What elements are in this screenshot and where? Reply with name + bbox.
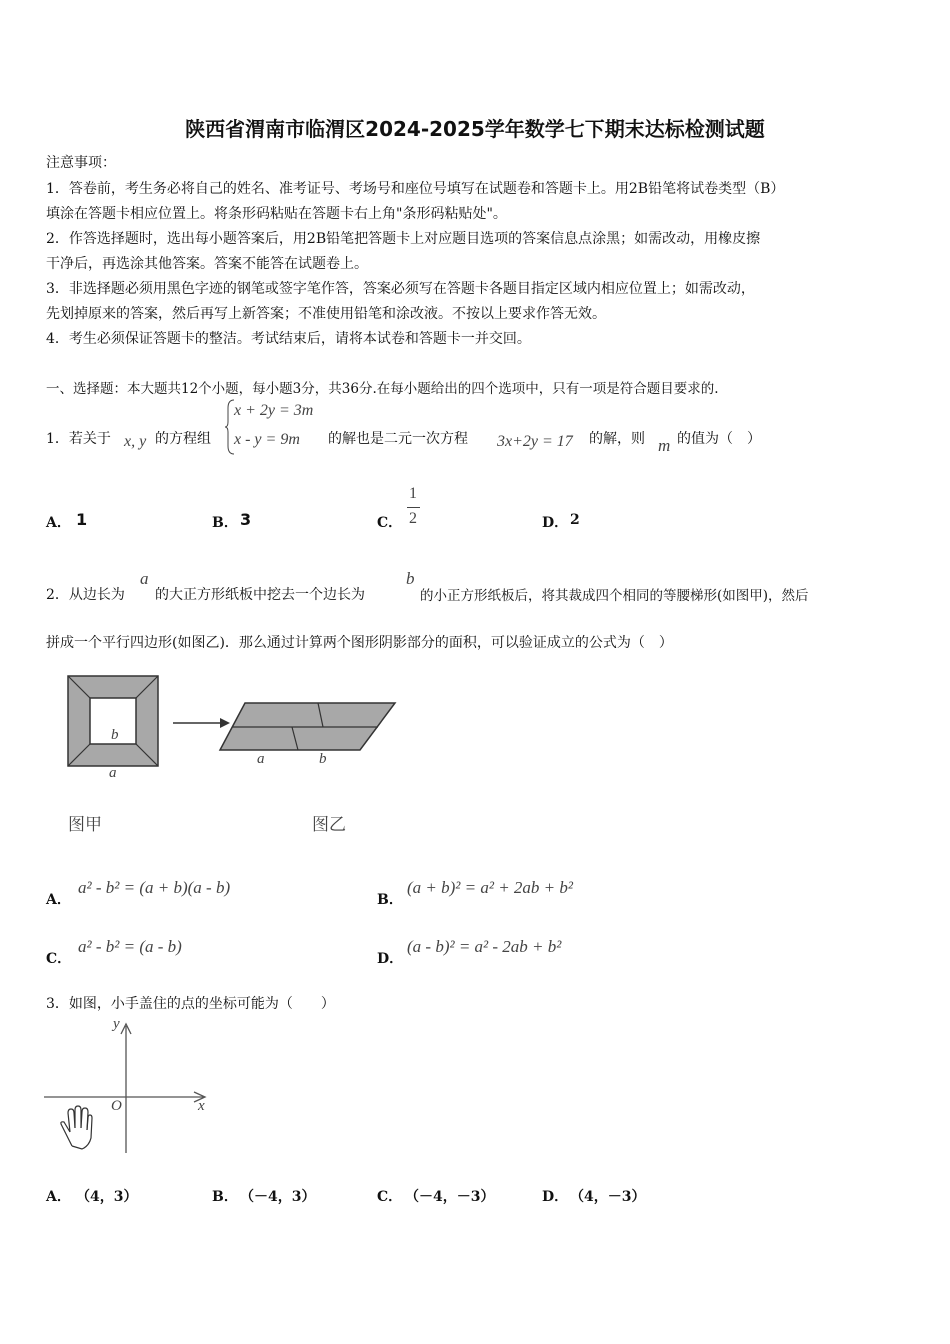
origin-label: O — [111, 1098, 122, 1114]
q1-option-a-label: A． — [46, 515, 71, 531]
axis-label-y: y — [113, 1016, 120, 1032]
q2-option-a-label: A． — [46, 892, 71, 908]
q1-m: m — [658, 436, 671, 455]
q2-line2: 拼成一个平行四边形(如图乙)．那么通过计算两个图形阴影部分的面积，可以验证成立的公式为（ ） — [46, 635, 673, 651]
q2-line1a: 2．从边长为 — [46, 587, 125, 603]
q3-option-c-value: （－4，－3） — [405, 1189, 495, 1205]
q2-option-d-label: D． — [377, 951, 404, 967]
q2-option-b-label: B． — [377, 892, 403, 908]
q1-mid3: 的解，则 — [589, 431, 645, 447]
notice-line: 填涂在答题卡相应位置上。将条形码粘贴在答题卡右上角"条形码粘贴处"。 — [46, 206, 507, 222]
q2-option-a-formula: a² - b² = (a + b)(a - b) — [78, 878, 231, 897]
fig-caption-1: 图甲 — [68, 815, 102, 835]
fig-caption-2: 图乙 — [312, 815, 346, 835]
hand-icon — [61, 1106, 92, 1149]
q2-b: b — [406, 569, 415, 588]
q3-option-a-value: （4，3） — [76, 1189, 138, 1205]
q1-option-b-value: 3 — [240, 510, 252, 529]
notice-line: 2．作答选择题时，选出每小题答案后，用2B铅笔把答题卡上对应题目选项的答案信息点涂黑；如需改动，用橡皮擦 — [46, 231, 761, 247]
q3-stem: 3．如图，小手盖住的点的坐标可能为（ ） — [46, 996, 335, 1012]
q3-option-a-label: A． — [46, 1189, 71, 1205]
q3-option-c-label: C． — [377, 1189, 403, 1205]
q2-figure — [60, 670, 420, 840]
notice-line: 3．非选择题必须用黑色字迹的钢笔或签字笔作答，答案必须写在答题卡各题目指定区域内相应位置上；如需改动， — [46, 281, 755, 297]
notice-line: 先划掉原来的答案，然后再写上新答案；不准使用铅笔和涂改液。不按以上要求作答无效。 — [46, 306, 606, 322]
q2-a: a — [140, 569, 149, 588]
q2-option-c-label: C． — [46, 951, 72, 967]
section-heading: 一、选择题：本大题共12个小题，每小题3分，共36分.在每小题给出的四个选项中，只有一项是符合题目要求的. — [46, 381, 719, 397]
notice-line: 干净后，再选涂其他答案。答案不能答在试题卷上。 — [46, 256, 368, 272]
q1-mid2: 的解也是二元一次方程 — [328, 431, 468, 447]
q1-eq1: x + 2y = 3m — [234, 402, 314, 419]
q1-option-a-value: 1 — [76, 510, 88, 529]
q2-line1b: 的大正方形纸板中挖去一个边长为 — [155, 587, 365, 603]
coordinate-plane — [44, 1018, 224, 1158]
notice-line: 4．考生必须保证答题卡的整洁。考试结束后，请将本试卷和答题卡一并交回。 — [46, 331, 531, 347]
fig-label-b: b — [111, 727, 119, 743]
q1-eq2: x - y = 9m — [234, 431, 300, 448]
notice-heading: 注意事项： — [46, 155, 116, 171]
fig-label-a2: a — [257, 751, 265, 767]
q1-eq3: 3x+2y = 17 — [497, 433, 573, 450]
q1-option-d-value: 2 — [570, 512, 580, 528]
q1-option-b-label: B． — [212, 515, 238, 531]
q1-suffix: 的值为（ ） — [677, 431, 761, 447]
page-title: 陕西省渭南市临渭区2024-2025学年数学七下期末达标检测试题 — [185, 117, 765, 141]
q1-option-c-label: C． — [377, 515, 403, 531]
q2-line1c: 的小正方形纸板后，将其裁成四个相同的等腰梯形(如图甲)，然后 — [420, 588, 809, 604]
q3-option-d-label: D． — [542, 1189, 569, 1205]
fig-label-a: a — [109, 765, 117, 781]
q1-vars: x, y — [124, 433, 147, 450]
q3-option-b-value: （－4，3） — [240, 1189, 316, 1205]
q2-option-b-formula: (a + b)² = a² + 2ab + b² — [407, 878, 573, 897]
q3-option-b-label: B． — [212, 1189, 238, 1205]
fraction-bar — [407, 507, 420, 508]
axis-label-x: x — [198, 1098, 205, 1114]
q2-option-c-formula: a² - b² = (a - b) — [78, 937, 182, 956]
q1-prefix: 1．若关于 — [46, 431, 111, 447]
q1-option-c-den: 2 — [409, 510, 417, 527]
q1-option-d-label: D． — [542, 515, 569, 531]
q1-option-c-num: 1 — [409, 485, 417, 502]
fig-label-b2: b — [319, 751, 327, 767]
q2-option-d-formula: (a - b)² = a² - 2ab + b² — [407, 937, 562, 956]
q3-option-d-value: （4，－3） — [570, 1189, 646, 1205]
notice-line: 1．答卷前，考生务必将自己的姓名、准考证号、考场号和座位号填写在试题卷和答题卡上。用2B铅笔将试卷类型（B） — [46, 181, 785, 197]
q1-mid: 的方程组 — [155, 431, 211, 447]
